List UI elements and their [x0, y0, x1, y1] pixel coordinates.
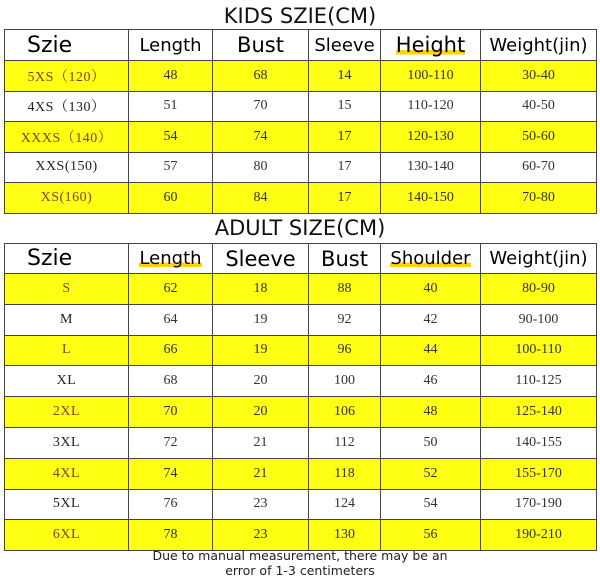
kids-weight-cell: 30-40: [481, 61, 597, 92]
kids-sleeve-cell: 17: [309, 122, 381, 153]
adult-header-row: [5, 244, 597, 274]
adult-length-cell: 62: [129, 274, 213, 305]
adult-weight-cell: 140-155: [481, 427, 597, 458]
adult-size-cell: 3XL: [5, 427, 129, 458]
adult-row: [5, 520, 597, 551]
kids-length-cell: 51: [129, 91, 213, 122]
adult-length-cell: 70: [129, 397, 213, 428]
adult-shoulder-cell: 52: [381, 458, 481, 489]
kids-row: [5, 61, 597, 92]
adult-length-cell: 78: [129, 520, 213, 551]
adult-shoulder-cell: 50: [381, 427, 481, 458]
kids-bust-cell: 74: [213, 122, 309, 153]
adult-sleeve-cell: 23: [213, 520, 309, 551]
kids-sleeve-cell: 14: [309, 61, 381, 92]
adult-weight-cell: 80-90: [481, 274, 597, 305]
kids-size-cell: XXS(150): [5, 152, 129, 183]
adult-bust-cell: 100: [309, 366, 381, 397]
adult-length-cell: 74: [129, 458, 213, 489]
adult-sleeve-cell: 21: [213, 427, 309, 458]
adult-size-cell: L: [5, 335, 129, 366]
adult-bust-cell: 112: [309, 427, 381, 458]
adult-header-weight: Weight(jin): [481, 244, 597, 274]
adult-weight-cell: 190-210: [481, 520, 597, 551]
kids-header-height: [381, 30, 481, 61]
kids-row: [5, 183, 597, 214]
adult-shoulder-cell: 42: [381, 304, 481, 335]
adult-size-cell: S: [5, 274, 129, 305]
adult-shoulder-cell: 56: [381, 520, 481, 551]
adult-size-cell: 5XL: [5, 489, 129, 520]
adult-weight-cell: 155-170: [481, 458, 597, 489]
adult-shoulder-cell: 40: [381, 274, 481, 305]
adult-bust-cell: 88: [309, 274, 381, 305]
kids-weight-cell: 70-80: [481, 183, 597, 214]
adult-shoulder-cell: 48: [381, 397, 481, 428]
kids-weight-cell: 60-70: [481, 152, 597, 183]
adult-header-length-label: Length: [139, 248, 202, 269]
kids-bust-cell: 68: [213, 61, 309, 92]
kids-weight-cell: 50-60: [481, 122, 597, 153]
adult-weight-cell: 125-140: [481, 397, 597, 428]
kids-row: [5, 152, 597, 183]
adult-sleeve-cell: 21: [213, 458, 309, 489]
kids-row: [5, 91, 597, 122]
kids-size-cell: XS(160): [5, 183, 129, 214]
kids-length-cell: 48: [129, 61, 213, 92]
kids-header-size: Szie: [5, 30, 129, 61]
adult-length-cell: 72: [129, 427, 213, 458]
adult-size-cell: 6XL: [5, 520, 129, 551]
kids-header-height-label: Height: [395, 33, 466, 57]
adult-bust-cell: 96: [309, 335, 381, 366]
adult-size-table: [4, 243, 597, 551]
adult-header-size: Szie: [5, 244, 129, 274]
kids-height-cell: 100-110: [381, 61, 481, 92]
adult-shoulder-cell: 46: [381, 366, 481, 397]
adult-header-shoulder-label: Shoulder: [390, 248, 471, 269]
kids-bust-cell: 80: [213, 152, 309, 183]
kids-size-cell: XXXS（140）: [5, 122, 129, 153]
adult-bust-cell: 118: [309, 458, 381, 489]
kids-size-cell: 5XS（120）: [5, 61, 129, 92]
adult-bust-cell: 124: [309, 489, 381, 520]
adult-sleeve-cell: 20: [213, 366, 309, 397]
adult-size-cell: M: [5, 304, 129, 335]
adult-bust-cell: 92: [309, 304, 381, 335]
adult-size-cell: XL: [5, 366, 129, 397]
adult-weight-cell: 100-110: [481, 335, 597, 366]
adult-length-cell: 68: [129, 366, 213, 397]
adult-weight-cell: 170-190: [481, 489, 597, 520]
adult-row: [5, 274, 597, 305]
adult-header-bust: Bust: [309, 244, 381, 274]
kids-row: [5, 122, 597, 153]
kids-weight-cell: 40-50: [481, 91, 597, 122]
kids-size-table: [4, 29, 597, 214]
adult-header-length: [129, 244, 213, 274]
adult-shoulder-cell: 44: [381, 335, 481, 366]
adult-row: [5, 304, 597, 335]
adult-weight-cell: 110-125: [481, 366, 597, 397]
adult-length-cell: 76: [129, 489, 213, 520]
adult-shoulder-cell: 54: [381, 489, 481, 520]
kids-sleeve-cell: 15: [309, 91, 381, 122]
kids-height-cell: 110-120: [381, 91, 481, 122]
adult-sleeve-cell: 19: [213, 304, 309, 335]
kids-sleeve-cell: 17: [309, 152, 381, 183]
kids-length-cell: 60: [129, 183, 213, 214]
adult-size-title: ADULT SIZE(CM): [214, 216, 386, 240]
adult-sleeve-cell: 23: [213, 489, 309, 520]
kids-header-sleeve: Sleeve: [309, 30, 381, 61]
kids-height-cell: 140-150: [381, 183, 481, 214]
kids-header-weight: Weight(jin): [481, 30, 597, 61]
adult-row: [5, 458, 597, 489]
adult-row: [5, 489, 597, 520]
kids-bust-cell: 70: [213, 91, 309, 122]
adult-row: [5, 397, 597, 428]
kids-height-cell: 120-130: [381, 122, 481, 153]
measurement-note-line1: Due to manual measurement, there may be an: [152, 548, 448, 563]
adult-sleeve-cell: 19: [213, 335, 309, 366]
adult-size-cell: 4XL: [5, 458, 129, 489]
adult-bust-cell: 106: [309, 397, 381, 428]
adult-sleeve-cell: 20: [213, 397, 309, 428]
adult-weight-cell: 90-100: [481, 304, 597, 335]
kids-header-bust: Bust: [213, 30, 309, 61]
kids-header-length: Length: [129, 30, 213, 61]
adult-row: [5, 427, 597, 458]
kids-size-title: KIDS SZIE(CM): [223, 4, 377, 28]
kids-size-cell: 4XS（130）: [5, 91, 129, 122]
kids-sleeve-cell: 17: [309, 183, 381, 214]
kids-height-cell: 130-140: [381, 152, 481, 183]
kids-length-cell: 57: [129, 152, 213, 183]
adult-bust-cell: 130: [309, 520, 381, 551]
kids-length-cell: 54: [129, 122, 213, 153]
adult-length-cell: 64: [129, 304, 213, 335]
adult-row: [5, 335, 597, 366]
adult-sleeve-cell: 18: [213, 274, 309, 305]
adult-header-sleeve: Sleeve: [213, 244, 309, 274]
kids-header-row: [5, 30, 597, 61]
adult-size-cell: 2XL: [5, 397, 129, 428]
adult-length-cell: 66: [129, 335, 213, 366]
measurement-note-line2: error of 1-3 centimeters: [225, 563, 375, 578]
kids-bust-cell: 84: [213, 183, 309, 214]
adult-header-shoulder: [381, 244, 481, 274]
measurement-note: [0, 548, 600, 578]
adult-row: [5, 366, 597, 397]
